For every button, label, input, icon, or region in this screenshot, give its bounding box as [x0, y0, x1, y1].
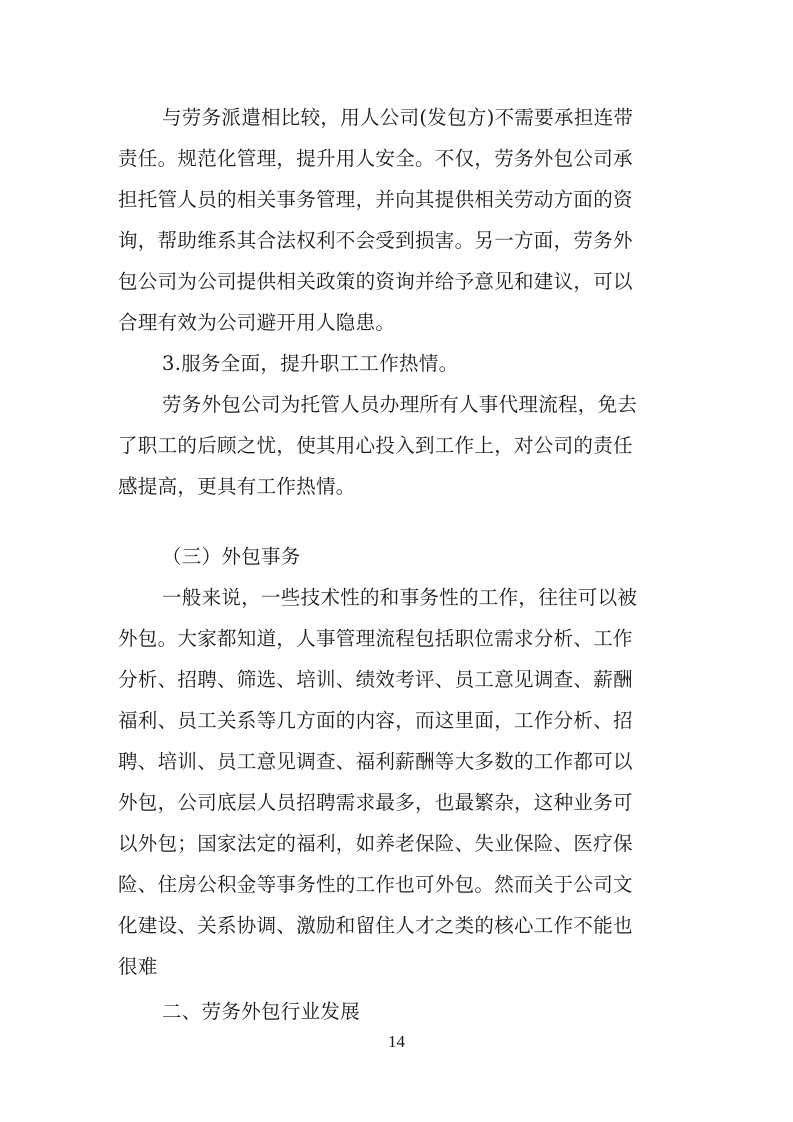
text-line: 担托管人员的相关事务管理，并向其提供相关劳动方面的资 [118, 188, 633, 211]
text-line: 外包，公司底层人员招聘需求最多，也最繁杂，这种业务可 [118, 791, 633, 814]
chapter-heading: 二、劳务外包行业发展 [162, 1000, 361, 1023]
numbered-heading: 3.服务全面，提升职工工作热情。 [162, 352, 459, 375]
text-line: 感提高，更具有工作热情。 [118, 475, 356, 498]
text-line: 了职工的后顾之忧，使其用心投入到工作上，对公司的责任 [118, 434, 633, 457]
text-line: 福利、员工关系等几方面的内容，而这里面，工作分析、招 [118, 709, 633, 732]
text-line: 分析、招聘、筛选、培训、绩效考评、员工意见调查、薪酬 [118, 668, 633, 691]
text-line: 很难 [118, 955, 158, 978]
text-line: 以外包；国家法定的福利，如养老保险、失业保险、医疗保 [118, 832, 633, 855]
section-heading: （三）外包事务 [162, 545, 301, 568]
text-line: 聘、培训、员工意见调查、福利薪酬等大多数的工作都可以 [118, 750, 633, 773]
page-number: 14 [388, 1032, 405, 1051]
text-line: 外包。大家都知道，人事管理流程包括职位需求分析、工作 [118, 627, 633, 650]
text-line: 劳务外包公司为托管人员办理所有人事代理流程，免去 [162, 393, 638, 416]
text-line: 责任。规范化管理，提升用人安全。不仅，劳务外包公司承 [118, 147, 633, 170]
text-line: 一般来说，一些技术性的和事务性的工作，往往可以被 [162, 586, 638, 609]
text-line: 询，帮助维系其合法权利不会受到损害。另一方面，劳务外 [118, 229, 633, 252]
text-line: 合理有效为公司避开用人隐患。 [118, 311, 396, 334]
text-line: 险、住房公积金等事务性的工作也可外包。然而关于公司文 [118, 873, 633, 896]
text-line: 化建设、关系协调、激励和留住人才之类的核心工作不能也 [118, 914, 633, 937]
text-line: 包公司为公司提供相关政策的资询并给予意见和建议，可以 [118, 270, 633, 293]
text-line: 与劳务派遣相比较，用人公司(发包方)不需要承担连带 [162, 106, 634, 129]
